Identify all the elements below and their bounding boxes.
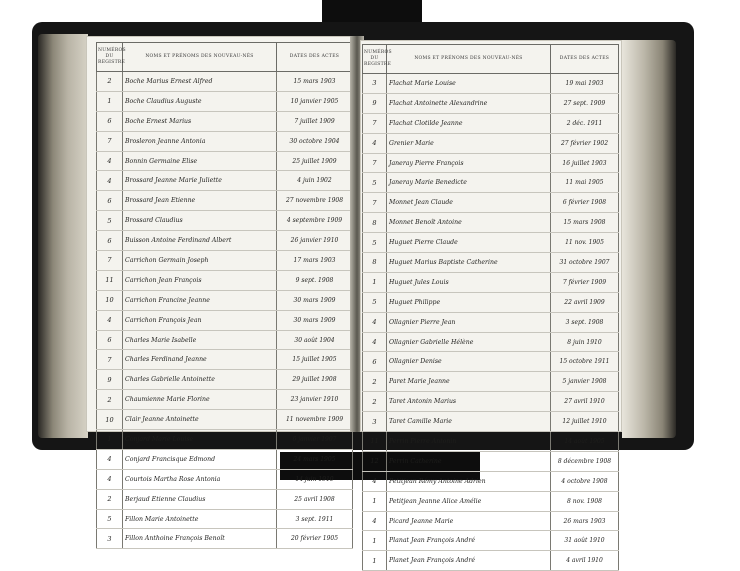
entry-number: 1 <box>363 531 387 551</box>
register-row <box>97 191 353 211</box>
register-row <box>97 410 353 430</box>
entry-name: Carrichon Jean François <box>123 270 277 290</box>
entry-name: Brossard Claudius <box>123 211 277 231</box>
entry-date: 22 avril 1909 <box>551 292 619 312</box>
entry-date: 26 mars 1903 <box>551 511 619 531</box>
page-edges-right <box>622 40 676 438</box>
register-row <box>97 529 353 549</box>
entry-name: Perrin Catherine <box>387 451 551 471</box>
entry-number: 7 <box>97 131 123 151</box>
register-row <box>97 270 353 290</box>
entry-name: Huguet Jules Louis <box>387 272 551 292</box>
register-row <box>363 491 619 511</box>
register-row <box>363 511 619 531</box>
entry-name: Fillon Anthoine François Benoît <box>123 529 277 549</box>
register-row <box>363 372 619 392</box>
entry-number: 4 <box>363 471 387 491</box>
entry-name: Berjaud Etienne Claudius <box>123 489 277 509</box>
entry-name: Paret Marie Jeanne <box>387 372 551 392</box>
entry-name: Ollagnier Denise <box>387 352 551 372</box>
register-row <box>97 151 353 171</box>
register-row <box>363 352 619 372</box>
register-row <box>97 370 353 390</box>
entry-date: 20 février 1905 <box>277 529 353 549</box>
entry-date: 15 juillet 1905 <box>277 350 353 370</box>
left-register-body <box>97 72 353 549</box>
entry-date: 6 février 1908 <box>551 193 619 213</box>
names-column-header: NOMS ET PRÉNOMS DES NOUVEAU-NÉS <box>123 43 277 72</box>
entry-number: 2 <box>363 392 387 412</box>
entry-number: 6 <box>363 352 387 372</box>
entry-name: Boche Ernest Marius <box>123 111 277 131</box>
entry-name: Ollagnier Pierre Jean <box>387 312 551 332</box>
entry-number: 1 <box>97 430 123 450</box>
entry-number: 4 <box>97 469 123 489</box>
entry-date: 3 sept. 1908 <box>551 312 619 332</box>
number-header-line3: REGISTRE <box>364 62 392 67</box>
register-row <box>363 531 619 551</box>
register-row <box>97 390 353 410</box>
entry-number: 5 <box>363 292 387 312</box>
entry-date: 4 avril 1910 <box>551 551 619 571</box>
entry-name: Charles Marie Isabelle <box>123 330 277 350</box>
number-header-line2: DU <box>370 56 379 61</box>
entry-number: 10 <box>97 290 123 310</box>
entry-date: 15 mars 1908 <box>551 213 619 233</box>
register-row <box>363 133 619 153</box>
entry-name: Fillon Marie Antoinette <box>123 509 277 529</box>
entry-name: Courtois Martha Rose Antonia <box>123 469 277 489</box>
entry-number: 10 <box>97 410 123 430</box>
entry-number: 4 <box>363 511 387 531</box>
entry-date: 17 mars 1903 <box>277 251 353 271</box>
entry-date: 27 avril 1910 <box>551 392 619 412</box>
entry-name: Conjard Francisque Edmond <box>123 449 277 469</box>
entry-number: 9 <box>97 370 123 390</box>
entry-number: 1 <box>363 491 387 511</box>
entry-name: Planat Jean François André <box>387 531 551 551</box>
register-row <box>97 330 353 350</box>
entry-date: 5 janvier 1908 <box>551 372 619 392</box>
entry-name: Petitjean Jeanne Alice Amélie <box>387 491 551 511</box>
register-row <box>363 74 619 94</box>
entry-number: 7 <box>97 251 123 271</box>
register-row <box>363 312 619 332</box>
number-header-line1: NUMÉROS <box>98 48 126 53</box>
entry-name: Taret Camille Marie <box>387 412 551 432</box>
entry-name: Grenier Marie <box>387 133 551 153</box>
entry-name: Flachat Clotilde Jeanne <box>387 113 551 133</box>
register-row <box>97 211 353 231</box>
dates-column-header: DATES DES ACTES <box>277 43 353 72</box>
entry-date: 3 sept. 1911 <box>277 509 353 529</box>
entry-date: 14 août 1905 <box>551 432 619 452</box>
entry-name: Huguet Marius Baptiste Catherine <box>387 253 551 273</box>
entry-name: Buisson Antoine Ferdinand Albert <box>123 231 277 251</box>
register-row <box>97 251 353 271</box>
register-row <box>97 290 353 310</box>
entry-date: 16 juillet 1903 <box>551 153 619 173</box>
register-row <box>363 233 619 253</box>
entry-number: 1 <box>97 91 123 111</box>
entry-number: 3 <box>97 529 123 549</box>
right-register-table <box>362 44 619 571</box>
entry-number: 6 <box>97 231 123 251</box>
entry-date: 8 nov. 1908 <box>551 491 619 511</box>
left-page <box>86 36 354 543</box>
register-row <box>97 430 353 450</box>
entry-date: 26 janvier 1910 <box>277 231 353 251</box>
entry-date: 4 juin 1902 <box>277 171 353 191</box>
entry-date: 30 mars 1909 <box>277 290 353 310</box>
register-row <box>97 91 353 111</box>
entry-number: 11 <box>363 432 387 452</box>
entry-date: 7 février 1909 <box>551 272 619 292</box>
entry-number: 2 <box>97 489 123 509</box>
dates-column-header: DATES DES ACTES <box>551 45 619 74</box>
entry-name: Perrin Pierre Antonin <box>387 432 551 452</box>
entry-date: 2 déc. 1911 <box>551 113 619 133</box>
entry-date: 11 novembre 1909 <box>277 410 353 430</box>
entry-name: Huguet Pierre Claude <box>387 233 551 253</box>
entry-date: 27 novembre 1908 <box>277 191 353 211</box>
register-row <box>97 489 353 509</box>
entry-date: 31 octobre 1907 <box>551 253 619 273</box>
entry-number: 5 <box>97 211 123 231</box>
entry-name: Brosleron Jeanne Antonia <box>123 131 277 151</box>
register-row <box>97 310 353 330</box>
entry-number: 2 <box>97 72 123 92</box>
entry-date: 4 octobre 1908 <box>551 471 619 491</box>
entry-number: 1 <box>363 551 387 571</box>
register-row <box>363 153 619 173</box>
entry-number: 4 <box>97 171 123 191</box>
register-row <box>97 350 353 370</box>
entry-date: 25 avril 1908 <box>277 489 353 509</box>
entry-name: Bonnin Germaine Elise <box>123 151 277 171</box>
register-row <box>363 193 619 213</box>
entry-date: 30 octobre 1904 <box>277 131 353 151</box>
entry-number: 11 <box>97 270 123 290</box>
entry-date: 8 juin 1910 <box>551 332 619 352</box>
entry-number: 4 <box>363 133 387 153</box>
entry-number: 6 <box>97 330 123 350</box>
entry-date: 25 juillet 1909 <box>277 151 353 171</box>
entry-date: 11 nov. 1905 <box>551 233 619 253</box>
entry-name: Monnet Jean Claude <box>387 193 551 213</box>
entry-number: 5 <box>363 233 387 253</box>
entry-number: 7 <box>97 350 123 370</box>
entry-name: Carrichon Germain Joseph <box>123 251 277 271</box>
entry-number: 4 <box>363 332 387 352</box>
entry-name: Planet Jean François André <box>387 551 551 571</box>
register-row <box>363 93 619 113</box>
number-header-line3: REGISTRE <box>98 60 126 65</box>
page-edges-left <box>38 34 88 438</box>
register-row <box>97 111 353 131</box>
entry-number: 7 <box>363 113 387 133</box>
entry-number: 2 <box>363 372 387 392</box>
register-row <box>97 231 353 251</box>
entry-name: Conjard Marie Louise <box>123 430 277 450</box>
register-row <box>363 253 619 273</box>
register-row <box>363 451 619 471</box>
entry-number: 4 <box>97 449 123 469</box>
entry-number: 4 <box>97 310 123 330</box>
entry-number: 12 <box>363 451 387 471</box>
register-row <box>363 213 619 233</box>
register-row <box>363 432 619 452</box>
entry-number: 3 <box>363 74 387 94</box>
register-row <box>363 551 619 571</box>
entry-name: Clair Jeanne Antoinette <box>123 410 277 430</box>
entry-date: 10 janvier 1905 <box>277 91 353 111</box>
entry-number: 4 <box>97 151 123 171</box>
entry-date: 23 janvier 1910 <box>277 390 353 410</box>
register-row <box>363 272 619 292</box>
entry-number: 6 <box>97 191 123 211</box>
entry-number: 8 <box>363 253 387 273</box>
entry-number: 6 <box>97 111 123 131</box>
entry-name: Ollagnier Gabrielle Hélène <box>387 332 551 352</box>
entry-name: Janeray Pierre François <box>387 153 551 173</box>
number-column-header <box>363 45 392 74</box>
entry-date: 24 mars 1905 <box>277 449 353 469</box>
entry-name: Boche Marius Ernest Alfred <box>123 72 277 92</box>
entry-name: Monnet Benoît Antoine <box>387 213 551 233</box>
entry-date: 30 août 1904 <box>277 330 353 350</box>
entry-date: 7 juillet 1909 <box>277 111 353 131</box>
register-row <box>363 412 619 432</box>
entry-date: 4 septembre 1909 <box>277 211 353 231</box>
right-page <box>360 40 622 565</box>
register-row <box>97 72 353 92</box>
names-column-header: NOMS ET PRÉNOMS DES NOUVEAU-NÉS <box>387 45 551 74</box>
entry-name: Flachat Marie Louise <box>387 74 551 94</box>
entry-name: Taret Antonin Marius <box>387 392 551 412</box>
register-row <box>97 171 353 191</box>
entry-name: Janeray Marie Benedicte <box>387 173 551 193</box>
entry-date: 19 mai 1903 <box>551 74 619 94</box>
entry-date: 11 mai 1905 <box>551 173 619 193</box>
left-header-row <box>97 43 353 72</box>
register-row <box>363 332 619 352</box>
register-row <box>363 292 619 312</box>
entry-date: 8 décembre 1908 <box>551 451 619 471</box>
number-header-line2: DU <box>105 54 114 59</box>
entry-number: 7 <box>363 153 387 173</box>
left-register-table <box>96 42 353 549</box>
entry-name: Boche Claudius Auguste <box>123 91 277 111</box>
entry-name: Huguet Philippe <box>387 292 551 312</box>
entry-number: 1 <box>363 272 387 292</box>
entry-name: Charles Ferdinand Jeanne <box>123 350 277 370</box>
entry-date: 27 sept. 1909 <box>551 93 619 113</box>
register-row <box>97 449 353 469</box>
right-register-body <box>363 74 619 571</box>
entry-date: 12 juillet 1910 <box>551 412 619 432</box>
entry-name: Carrichon Francine Jeanne <box>123 290 277 310</box>
entry-date: 29 juillet 1908 <box>277 370 353 390</box>
entry-number: 2 <box>97 390 123 410</box>
entry-date: 6 janvier 1907 <box>277 430 353 450</box>
register-row <box>363 113 619 133</box>
register-row <box>363 173 619 193</box>
entry-date: 15 mars 1903 <box>277 72 353 92</box>
entry-date: 30 mars 1909 <box>277 310 353 330</box>
register-row <box>363 392 619 412</box>
entry-number: 9 <box>363 93 387 113</box>
register-row <box>97 509 353 529</box>
entry-name: Charles Gabrielle Antoinette <box>123 370 277 390</box>
number-header-line1: NUMÉROS <box>364 50 392 55</box>
number-column-header <box>97 43 126 72</box>
register-row <box>97 131 353 151</box>
right-header-row <box>363 45 619 74</box>
entry-number: 4 <box>363 312 387 332</box>
entry-name: Flachat Antoinette Alexandrine <box>387 93 551 113</box>
entry-name: Picard Jeanne Marie <box>387 511 551 531</box>
entry-date: 15 octobre 1911 <box>551 352 619 372</box>
entry-name: Chaumienne Marie Florine <box>123 390 277 410</box>
entry-number: 8 <box>363 213 387 233</box>
entry-number: 5 <box>97 509 123 529</box>
entry-name: Petitjean Rémy Antoine Adrien <box>387 471 551 491</box>
entry-number: 3 <box>363 412 387 432</box>
entry-number: 5 <box>363 173 387 193</box>
register-row <box>363 471 619 491</box>
entry-name: Brossard Jeanne Marie Juliette <box>123 171 277 191</box>
entry-date: 14 juin 1910 <box>277 469 353 489</box>
entry-date: 31 août 1910 <box>551 531 619 551</box>
entry-date: 9 sept. 1908 <box>277 270 353 290</box>
entry-name: Brossard Jean Etienne <box>123 191 277 211</box>
entry-name: Carrichon François Jean <box>123 310 277 330</box>
entry-date: 27 février 1902 <box>551 133 619 153</box>
entry-number: 7 <box>363 193 387 213</box>
register-row <box>97 469 353 489</box>
